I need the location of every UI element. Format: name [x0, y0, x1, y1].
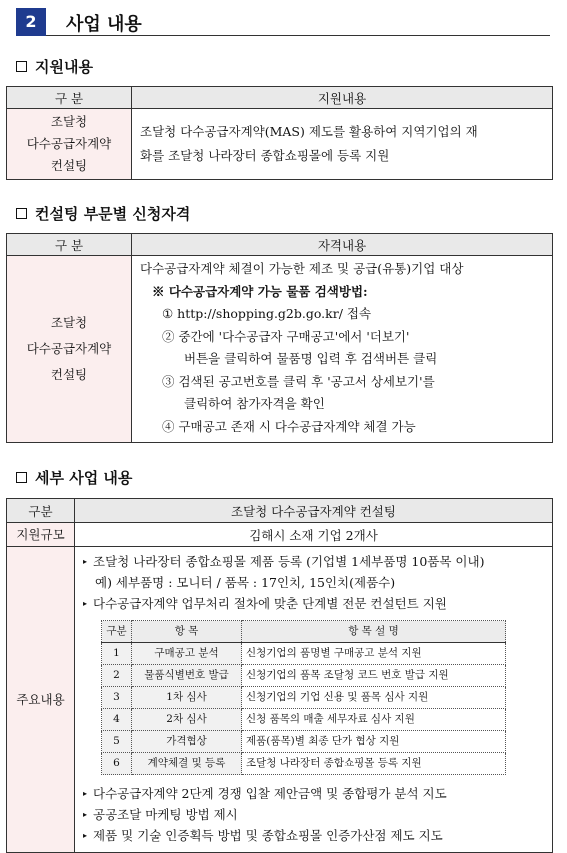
main-content-label: 주요내용: [7, 547, 75, 853]
eligibility-table: [6, 233, 553, 443]
process-steps-table: [101, 620, 506, 775]
inner-header-desc: 항 목 설 명: [242, 621, 506, 643]
search-step-4: ④ 구매공고 존재 시 다수공급자계약 체결 가능: [162, 418, 416, 434]
section-header: [16, 8, 550, 38]
content-cell: 조달청 다수공급자계약(MAS) 제도를 활용하여 지역기업의 재 화를 조달청 나라장터 종합쇼핑몰에 등록 지원: [132, 109, 553, 180]
table-row: 2 물품식별번호 발급 신청기업의 품목 조달청 코드 번호 발급 지원: [102, 665, 506, 687]
table-row: 4 2차 심사 신청 품목의 매출 세무자료 심사 지원: [102, 709, 506, 731]
list-item: ▸ 공공조달 마케팅 방법 제시: [83, 804, 544, 825]
subsection-title-details: 세부 사업 내용: [16, 467, 132, 488]
category-cell: 조달청 다수공급자계약 컨설팅: [7, 109, 132, 180]
scale-value: 김해시 소재 기업 2개사: [75, 523, 553, 547]
search-step-2: ② 중간에 '다수공급자 구매공고'에서 '더보기': [162, 328, 410, 344]
section-number-badge: 2: [16, 8, 46, 36]
list-item: ▸ 제품 및 기술 인증획득 방법 및 종합쇼핑몰 인증가산점 제도 지도: [83, 825, 544, 846]
square-bullet-icon: [16, 208, 27, 219]
scale-label: 지원규모: [7, 523, 75, 547]
header-rule: [46, 35, 550, 36]
qualification-cell: 다수공급자계약 체결이 가능한 제조 및 공급(유통)기업 대상 ※ 다수공급자계약 가능 물품 검색방법: ① http://shopping.g2b.go.kr/ 접속 ② 중간에 '다수공급자 구매공고'에서 '더보기' 버튼을 클릭하여 물품명 입력 후 검색버튼 클릭 ③ 검색된 공고번호를 클릭 후 '공고서 상세보기'를 클릭하여 참가자격을 확인 ④ 구매공고 존재 시 다수공급자계약 체결 가능: [132, 256, 553, 443]
col-header-content: 지원내용: [132, 87, 553, 109]
col-header-category: 구분: [7, 499, 75, 523]
square-bullet-icon: [16, 61, 27, 72]
table-row: 3 1차 심사 신청기업의 기업 신용 및 품목 심사 지원: [102, 687, 506, 709]
list-item-example: 예) 세부품명 : 모니터 / 품목 : 17인치, 15인치(제품수): [95, 575, 396, 590]
list-item: ▸ 조달청 나라장터 종합쇼핑몰 제품 등록 (기업별 1세부품명 10품목 이내): [83, 551, 544, 572]
detail-table: [6, 498, 553, 853]
inner-header-no: 구분: [102, 621, 132, 643]
main-content-cell: [75, 547, 553, 853]
list-item: ▸ 다수공급자계약 업무처리 절차에 맞춘 단계별 전문 컨설턴트 지원: [83, 593, 544, 614]
col-header-qualification: 자격내용: [132, 234, 553, 256]
list-item: ▸ 다수공급자계약 2단계 경쟁 입찰 제안금액 및 종합평가 분석 지도: [83, 783, 544, 804]
section-title: 사업 내용: [66, 14, 142, 35]
square-bullet-icon: [16, 472, 27, 483]
table-row: 1 구매공고 분석 신청기업의 품명별 구매공고 분석 지원: [102, 643, 506, 665]
col-header-category: 구 분: [7, 234, 132, 256]
col-header-program: 조달청 다수공급자계약 컨설팅: [75, 499, 553, 523]
search-step-3: ③ 검색된 공고번호를 클릭 후 '공고서 상세보기'를: [162, 373, 435, 389]
table-row: 6 계약체결 및 등록 조달청 나라장터 종합쇼핑몰 등록 지원: [102, 753, 506, 775]
search-step-1: ① http://shopping.g2b.go.kr/ 접속: [162, 306, 372, 321]
support-content-table: [6, 86, 553, 180]
inner-header-item: 항 목: [132, 621, 242, 643]
col-header-category: 구 분: [7, 87, 132, 109]
table-row: 5 가격협상 제품(품목)별 최종 단가 협상 지원: [102, 731, 506, 753]
category-cell: 조달청 다수공급자계약 컨설팅: [7, 256, 132, 443]
subsection-title-eligibility: 컨설팅 부문별 신청자격: [16, 203, 190, 224]
subsection-title-support: 지원내용: [16, 56, 93, 77]
